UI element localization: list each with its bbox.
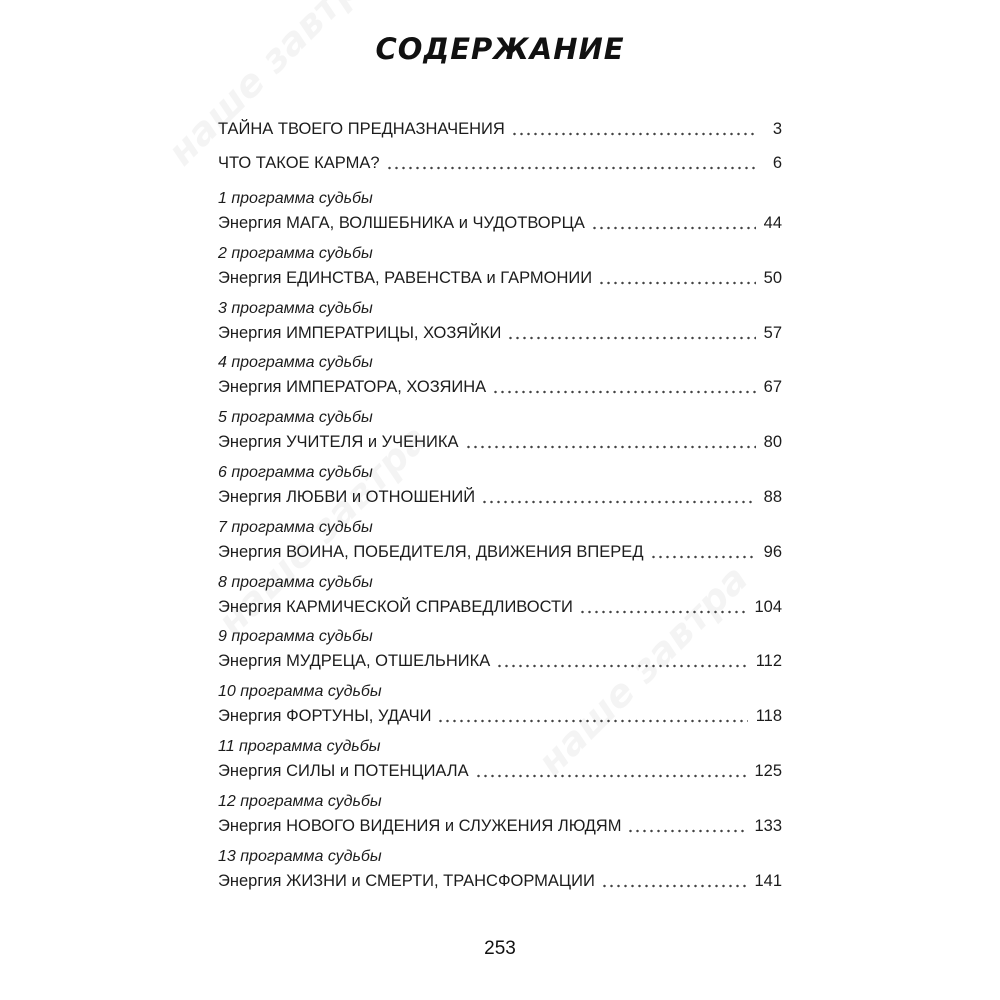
toc-entry-page: 118 (755, 707, 782, 726)
dot-leader (496, 664, 747, 668)
toc-entry[interactable] (218, 594, 782, 620)
toc-entry-title: Энергия КАРМИЧЕСКОЙ СПРАВЕДЛИВОСТИ (218, 597, 573, 616)
toc-entry-page: 141 (754, 871, 782, 890)
toc-section-label: 9 программа судьбы (218, 628, 373, 646)
toc-entry-title: Энергия ЛЮБВИ и ОТНОШЕНИЙ (218, 488, 476, 506)
toc-entry-page: 88 (763, 488, 782, 506)
toc-entry[interactable] (218, 320, 782, 346)
toc-entry-page: 57 (763, 323, 782, 342)
watermark (159, 0, 387, 174)
toc-entry-title: ЧТО ТАКОЕ КАРМА? (218, 154, 380, 172)
toc-entry-title: Энергия ИМПЕРАТРИЦЫ, ХОЗЯЙКИ (218, 323, 502, 342)
page-title: СОДЕРЖАНИЕ (375, 32, 625, 66)
toc-entry-title: Энергия ВОИНА, ПОБЕДИТЕЛЯ, ДВИЖЕНИЯ ВПЕРЕД (218, 542, 644, 561)
toc-entry-title: Энергия СИЛЫ и ПОТЕНЦИАЛА (218, 762, 469, 780)
toc-entry-title: Энергия НОВОГО ВИДЕНИЯ и СЛУЖЕНИЯ ЛЮДЯМ (218, 816, 622, 835)
page-number: 253 (484, 938, 516, 959)
dot-leader (601, 884, 747, 888)
toc-section-label: 10 программа судьбы (218, 683, 382, 701)
dot-leader (579, 610, 747, 614)
toc-entry[interactable] (218, 703, 782, 729)
dot-leader (598, 281, 756, 285)
toc-section-label: 4 программа судьбы (218, 354, 373, 372)
toc-entry-page: 112 (755, 652, 782, 671)
toc-entry[interactable] (218, 648, 782, 674)
dot-leader (475, 774, 747, 778)
toc-entry-page: 44 (763, 214, 782, 232)
toc-entry-page: 3 (772, 120, 782, 138)
toc-section-label: 12 программа судьбы (218, 792, 382, 810)
toc-entry[interactable] (218, 150, 782, 176)
toc-entry[interactable] (218, 539, 782, 565)
toc-entry[interactable] (218, 429, 782, 455)
dot-leader (591, 226, 756, 230)
toc-section-label: 11 программа судьбы (218, 738, 381, 755)
dot-leader (650, 555, 756, 559)
toc-section-label: 7 программа судьбы (218, 518, 373, 536)
toc-section-label: 6 программа судьбы (218, 464, 373, 481)
toc-entry-title: Энергия МАГА, ВОЛШЕБНИКА и ЧУДОТВОРЦА (218, 214, 585, 232)
toc-entry-page: 125 (754, 762, 782, 780)
toc-entry-page: 133 (754, 816, 782, 835)
toc-section-label: 1 программа судьбы (218, 190, 373, 207)
dot-leader (511, 132, 758, 136)
toc-section-label: 8 программа судьбы (218, 573, 373, 591)
toc-entry-title: ТАЙНА ТВОЕГО ПРЕДНАЗНАЧЕНИЯ (218, 120, 505, 138)
toc-entry-page: 67 (763, 378, 782, 397)
toc-entry[interactable] (218, 374, 782, 400)
toc-entry[interactable] (218, 116, 782, 142)
dot-leader (481, 500, 756, 504)
toc-entry-title: Энергия МУДРЕЦА, ОТШЕЛЬНИКА (218, 652, 491, 671)
toc-entry-title: Энергия ФОРТУНЫ, УДАЧИ (218, 707, 432, 726)
toc-section-label: 5 программа судьбы (218, 409, 373, 427)
toc-entry-title: Энергия ЕДИНСТВА, РАВЕНСТВА и ГАРМОНИИ (218, 268, 593, 287)
toc-entry-page: 104 (754, 597, 782, 616)
toc-entry-title: Энергия ИМПЕРАТОРА, ХОЗЯИНА (218, 378, 487, 397)
toc-section-label: 2 программа судьбы (218, 244, 373, 262)
toc-entry-page: 50 (763, 268, 782, 287)
toc-entry[interactable] (218, 868, 782, 894)
toc-entry[interactable] (218, 265, 782, 291)
toc-entry-title: Энергия ЖИЗНИ и СМЕРТИ, ТРАНСФОРМАЦИИ (218, 871, 595, 890)
toc-entry[interactable] (218, 484, 782, 510)
toc-entry-title: Энергия УЧИТЕЛЯ и УЧЕНИКА (218, 433, 459, 452)
dot-leader (627, 829, 746, 833)
toc-entry[interactable] (218, 210, 782, 236)
dot-leader (465, 445, 756, 449)
toc-entry[interactable] (218, 813, 782, 839)
dot-leader (492, 390, 755, 394)
toc-section-label: 13 программа судьбы (218, 847, 382, 865)
toc-entry[interactable] (218, 758, 782, 784)
dot-leader (386, 166, 758, 170)
toc-section-label: 3 программа судьбы (218, 299, 373, 317)
toc-entry-page: 80 (763, 433, 782, 452)
dot-leader (437, 719, 747, 723)
dot-leader (507, 336, 755, 340)
toc-entry-page: 6 (772, 154, 782, 172)
toc-entry-page: 96 (763, 542, 782, 561)
